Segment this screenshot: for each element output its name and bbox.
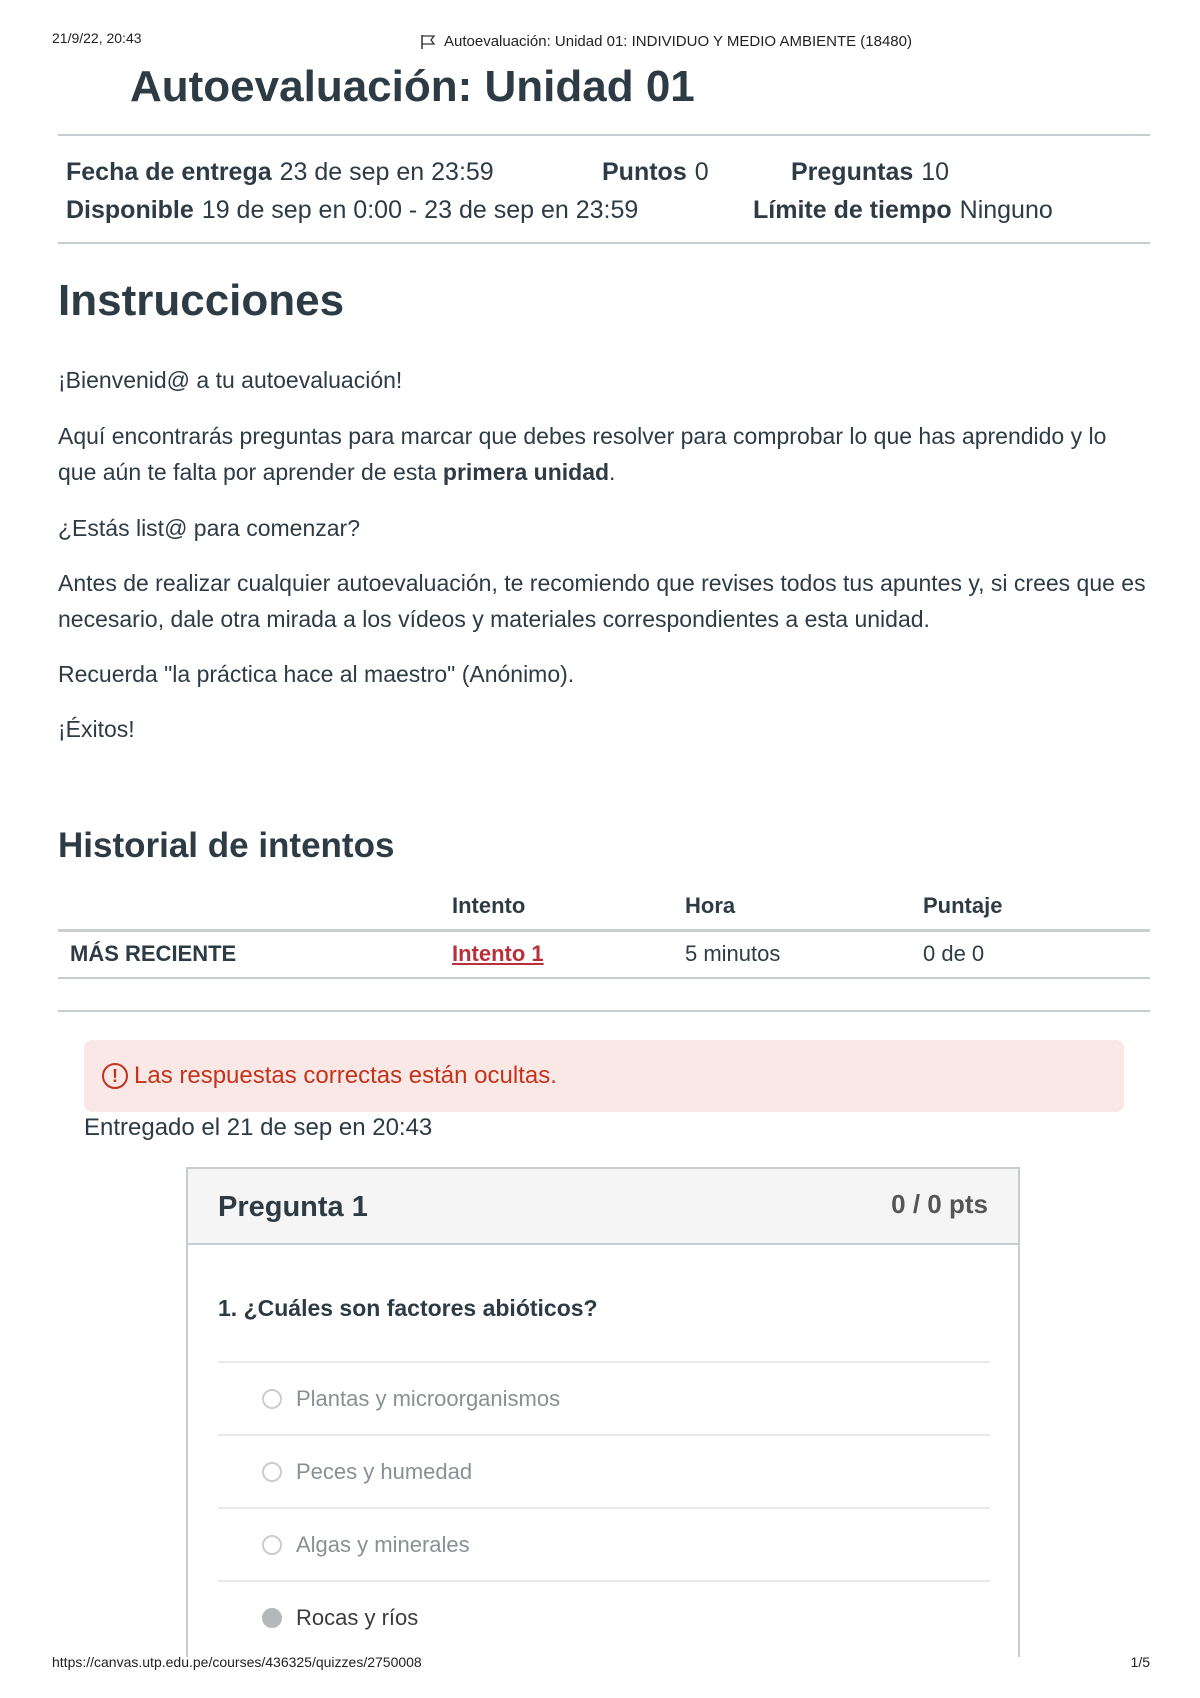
instructions-recommend: Antes de realizar cualquier autoevaluación, te recomiendo que revises todos tus apuntes y, si crees que es necesario, dale otra mirada a los vídeos y materiales correspondientes a esta unidad. bbox=[58, 570, 1146, 632]
answer-label: Rocas y ríos bbox=[296, 1604, 419, 1630]
question-title: Pregunta 1 bbox=[218, 1191, 368, 1223]
instructions-ready: ¿Estás list@ para comenzar? bbox=[58, 515, 361, 541]
instructions-bold: primera unidad bbox=[442, 459, 610, 485]
submitted-date: Entregado el 21 de sep en 20:43 bbox=[84, 1114, 433, 1141]
answer-option[interactable] bbox=[218, 1507, 990, 1580]
question-header bbox=[188, 1169, 1018, 1245]
time-limit-value: Ninguno bbox=[959, 196, 1053, 224]
answer-label: Plantas y microorganismos bbox=[296, 1385, 561, 1411]
instructions-welcome: ¡Bienvenid@ a tu autoevaluación! bbox=[58, 367, 403, 393]
attempt-history-table bbox=[58, 884, 1150, 979]
quiz-icon bbox=[420, 34, 438, 50]
answer-option-selected[interactable] bbox=[218, 1580, 990, 1653]
answer-label: Algas y minerales bbox=[296, 1531, 470, 1557]
answer-option[interactable] bbox=[218, 1434, 990, 1507]
available bbox=[66, 196, 638, 225]
answer-label: Peces y humedad bbox=[296, 1458, 473, 1484]
points-label: Puntos bbox=[602, 158, 687, 186]
row-label: MÁS RECIENTE bbox=[58, 930, 452, 978]
print-url: https://canvas.utp.edu.pe/courses/436325/quizzes/2750008 bbox=[52, 1654, 422, 1670]
question-points: 0 / 0 pts bbox=[891, 1189, 988, 1219]
table-header-row bbox=[58, 884, 1150, 930]
due-date bbox=[66, 158, 494, 187]
points bbox=[602, 158, 709, 187]
due-date-label: Fecha de entrega bbox=[66, 158, 272, 186]
instructions-intro: Aquí encontrarás preguntas para marcar que debes resolver para comprobar lo que has aprendido y lo que aún te falta por aprender de esta primera unidad. bbox=[58, 423, 1107, 485]
questions-label: Preguntas bbox=[791, 158, 914, 186]
print-date: 21/9/22, 20:43 bbox=[52, 30, 142, 46]
alert-text: Las respuestas correctas están ocultas. bbox=[134, 1062, 557, 1089]
radio-button[interactable] bbox=[262, 1462, 282, 1482]
page-title: Autoevaluación: Unidad 01 bbox=[130, 62, 695, 111]
answer-option[interactable] bbox=[218, 1361, 990, 1434]
row-time: 5 minutos bbox=[685, 930, 923, 978]
radio-button[interactable] bbox=[262, 1535, 282, 1555]
print-title: Autoevaluación: Unidad 01: INDIVIDUO Y MEDIO AMBIENTE (18480) bbox=[444, 33, 912, 50]
history-heading: Historial de intentos bbox=[58, 826, 395, 865]
warning-icon: ! bbox=[102, 1063, 128, 1089]
table-row bbox=[58, 930, 1150, 978]
column-header-time: Hora bbox=[685, 884, 923, 930]
available-value: 19 de sep en 0:00 - 23 de sep en 23:59 bbox=[201, 196, 639, 224]
divider bbox=[58, 1010, 1150, 1012]
print-page-number: 1/5 bbox=[1130, 1654, 1150, 1670]
question-text: 1. ¿Cuáles son factores abióticos? bbox=[218, 1295, 598, 1321]
instructions-quote: Recuerda "la práctica hace al maestro" (Anónimo). bbox=[58, 661, 575, 687]
quiz-details bbox=[58, 134, 1150, 244]
attempt-link[interactable]: Intento 1 bbox=[452, 941, 544, 967]
questions-value: 10 bbox=[921, 158, 950, 186]
instructions-heading: Instrucciones bbox=[58, 276, 345, 325]
time-limit bbox=[753, 196, 1053, 225]
time-limit-label: Límite de tiempo bbox=[753, 196, 952, 224]
column-header-score: Puntaje bbox=[923, 884, 1150, 930]
points-value: 0 bbox=[694, 158, 709, 186]
radio-button-selected[interactable] bbox=[262, 1608, 282, 1628]
question-card bbox=[186, 1167, 1020, 1657]
column-header bbox=[58, 884, 452, 930]
available-label: Disponible bbox=[66, 196, 194, 224]
due-date-value: 23 de sep en 23:59 bbox=[279, 158, 494, 186]
answer-list bbox=[218, 1361, 990, 1653]
column-header-attempt: Intento bbox=[452, 884, 685, 930]
hidden-answers-alert bbox=[84, 1040, 1124, 1112]
questions bbox=[791, 158, 949, 187]
row-score: 0 de 0 bbox=[923, 930, 1150, 978]
print-header bbox=[420, 33, 912, 50]
radio-button[interactable] bbox=[262, 1389, 282, 1409]
instructions-success: ¡Éxitos! bbox=[58, 716, 135, 742]
